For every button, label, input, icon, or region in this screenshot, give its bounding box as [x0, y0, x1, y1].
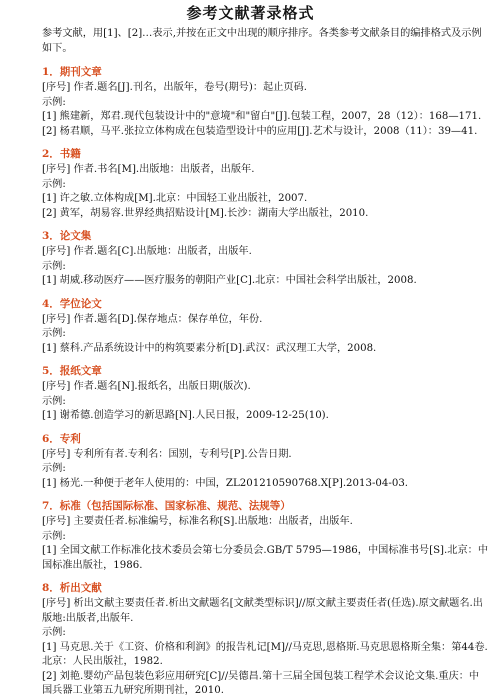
format-line: [序号] 专利所有者.专利名：国别，专利号[P].公告日期. [42, 448, 292, 460]
section-heading: 2．书籍 [42, 148, 81, 160]
section-heading: 6．专利 [42, 432, 81, 445]
example-entry: [1] 许之敏.立体构成[M].北京：中国轻工业出版社，2007. [42, 193, 308, 204]
section-standard [42, 499, 489, 573]
format-line: [序号] 作者.题名[C].出版地：出版者，出版年. [42, 246, 252, 257]
section-heading: 3．论文集 [42, 230, 92, 242]
section-journal [42, 65, 489, 139]
example-label: 示例: [42, 96, 66, 108]
example-label: 示例: [42, 328, 66, 339]
format-line: [序号] 主要责任者.标准编号，标准名称[S].出版地：出版者，出版年. [42, 516, 353, 527]
format-line: [序号] 析出文献主要责任者.析出文献题名[文献类型标识]//原文献主要责任者(任选).原文献题名.出版地:出版者,出版年. [42, 598, 483, 624]
example-label: 示例: [42, 627, 66, 638]
section-patent [42, 432, 489, 492]
format-line: [序号] 作者.题名[N].报纸名，出版日期(版次). [42, 381, 251, 392]
section-thesis [42, 297, 489, 357]
intro-paragraph: 参考文献，用[1]、[2]…表示,并按在正文中出现的顺序排序。各类参考文献条目的编排格式及示例如下。 [42, 28, 482, 54]
example-label: 示例: [42, 463, 66, 474]
section-heading: 8．析出文献 [42, 582, 102, 594]
example-label: 示例: [42, 178, 66, 190]
format-line: [序号] 作者.书名[M].出版地：出版者，出版年. [42, 164, 255, 175]
section-newspaper [42, 364, 489, 424]
example-entry: [1] 马克思.关于《工资、价格和利润》的报告札记[M]//马克思,恩格斯.马克思恩格斯全集：第44卷.北京：人民出版社，1982. [42, 641, 488, 667]
section-heading: 4．学位论文 [42, 297, 102, 310]
section-extracted [42, 581, 489, 699]
example-entry: [1] 全国文献工作标准化技术委员会第七分委员会.GB/T 5795—1986，中国标准书号[S].北京：中国标准出版社，1986. [42, 545, 489, 571]
section-heading: 1．期刊文章 [42, 66, 102, 78]
example-entry: [2] 黄军，胡易容.世界经典招贴设计[M].长沙：湖南大学出版社，2010. [42, 207, 369, 219]
example-entry: [1] 谢希德.创造学习的新思路[N].人民日报，2009-12-25(10). [42, 410, 329, 421]
page-title: 参考文献著录格式 [186, 4, 315, 22]
example-entry: [1] 杨光.一种便于老年人使用的：中国，ZL201210590768.X[P].2013-04-03. [42, 477, 409, 489]
example-label: 示例: [42, 260, 66, 272]
example-entry: [1] 蔡科.产品系统设计中的构筑要素分析[D].武汉：武汉理工大学，2008. [42, 342, 377, 354]
example-label: 示例: [42, 530, 66, 542]
section-heading: 7．标准（包括国际标准、国家标准、规范、法规等） [42, 500, 291, 512]
example-entry: [1] 胡威.移动医疗——医疗服务的朝阳产业[C].北京：中国社会科学出版社，2008. [42, 275, 417, 286]
section-proceedings [42, 229, 489, 289]
section-book [42, 147, 489, 221]
example-entry: [2] 刘艳.婴幼产品包装色彩应用研究[C]//吴德昌.第十三届全国包装工程学术会议论文集.重庆：中国兵器工业第五九研究所期刊社，2010. [42, 670, 480, 696]
example-entry: [1] 熊建新，郑君.现代包装设计中的"意境"和"留白"[J].包装工程，2007，28（12）：168—171. [42, 111, 482, 122]
example-label: 示例: [42, 395, 66, 407]
section-heading: 5．报纸文章 [42, 365, 102, 377]
format-line: [序号] 作者.题名[J].刊名，出版年，卷号(期号)：起止页码. [42, 82, 308, 93]
format-line: [序号] 作者.题名[D].保存地点：保存单位，年份. [42, 313, 263, 325]
example-entry: [2] 杨君顺，马平.张拉立体构成在包装造型设计中的应用[J].艺术与设计，2008（11）：39—41. [42, 125, 478, 137]
